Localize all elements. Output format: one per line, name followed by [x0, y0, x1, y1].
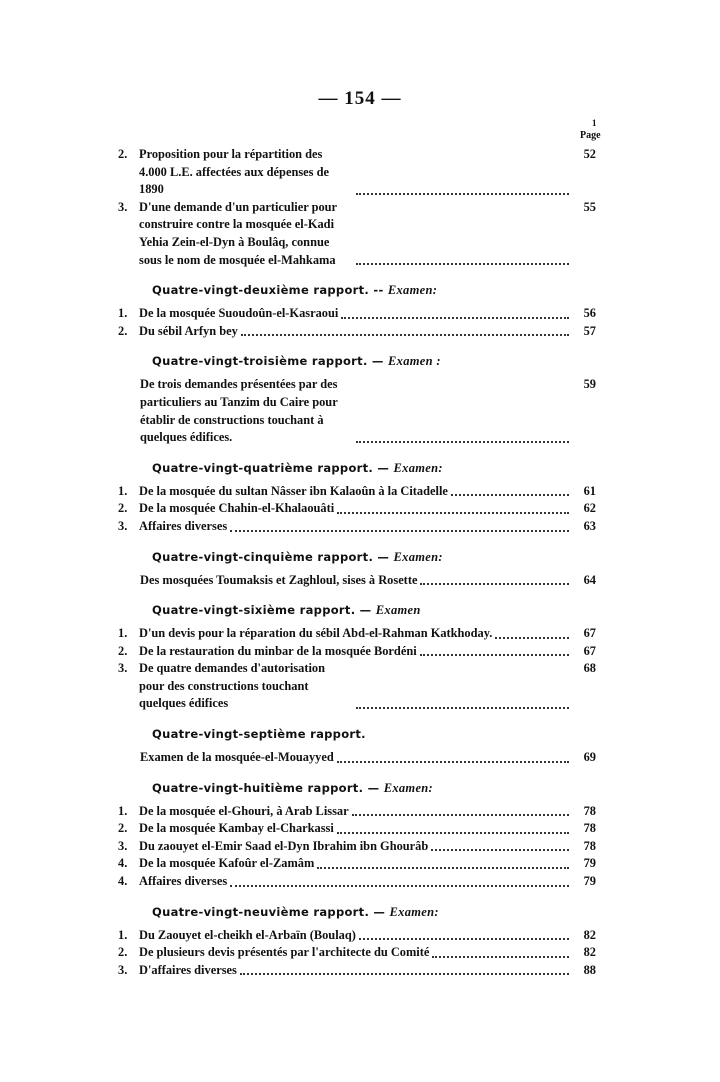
entry-number: 4. [118, 856, 128, 871]
dot-leader [230, 530, 569, 532]
dot-leader [337, 761, 569, 763]
section-heading [152, 459, 596, 477]
entry-number: 1. [118, 306, 128, 321]
toc-section [118, 725, 596, 767]
entry-page-number: 61 [583, 483, 596, 498]
entry-number: 3. [118, 199, 128, 214]
dot-leader [356, 193, 570, 195]
section-title: Quatre-vingt-neuvième rapport. — [152, 904, 390, 919]
entry-page-number: 63 [583, 518, 596, 533]
entry-number: 3. [118, 838, 128, 853]
toc-entry [118, 376, 596, 446]
section-examen-label: Examen : [388, 354, 441, 369]
section-title: Quatre-vingt-deuxième rapport. -- [152, 283, 388, 298]
toc-entry [118, 483, 596, 501]
section-examen-label: Examen: [393, 460, 443, 475]
toc-entry [118, 660, 596, 713]
dot-leader [431, 849, 569, 851]
entry-page-number: 62 [583, 501, 596, 516]
toc-entry [118, 305, 596, 323]
entry-page-number: 78 [583, 803, 596, 818]
entry-page-number: 82 [583, 927, 596, 942]
toc-entry [118, 873, 596, 891]
section-title: Quatre-vingt-cinquième rapport. — [152, 549, 394, 564]
dot-leader [356, 441, 569, 443]
entry-page-number: 68 [583, 661, 596, 676]
corner-mark: 1 [592, 118, 597, 128]
entry-page-number: 56 [583, 306, 596, 321]
entry-text: De la mosquée Suoudoûn-el-Kasraoui [139, 306, 339, 321]
toc-section [118, 779, 596, 891]
dot-leader [356, 707, 570, 709]
dot-leader [359, 938, 569, 940]
entry-page-number: 64 [583, 572, 596, 587]
entry-number: 2. [118, 821, 128, 836]
section-examen-label: Examen [375, 603, 421, 618]
toc-section [118, 352, 596, 446]
section-heading [152, 281, 596, 299]
section-heading [152, 548, 596, 566]
entry-text: De plusieurs devis présentés par l'architecte du Comité [139, 945, 430, 960]
section-examen-label: Examen: [387, 283, 438, 298]
page-number: — 154 — [318, 88, 402, 109]
entry-text: De quatre demandes d'autorisation pour des constructions touchant quelques édifices [139, 661, 325, 711]
entry-text: De la mosquée Kafoûr el-Zamâm [139, 856, 315, 871]
dot-leader [341, 317, 569, 319]
entry-text: De la mosquée du sultan Nâsser ibn Kalaoûn à la Citadelle [139, 483, 448, 498]
toc-entry [118, 625, 596, 643]
section-heading [152, 779, 596, 797]
entry-page-number: 78 [583, 821, 596, 836]
dot-leader [432, 956, 569, 958]
entry-text: Du zaouyet el-Emir Saad el-Dyn Ibrahim ibn Ghourâb [139, 838, 429, 853]
dot-leader [240, 973, 569, 975]
table-of-contents [118, 146, 596, 979]
entry-page-number: 55 [583, 199, 596, 214]
entry-page-number: 69 [583, 750, 596, 765]
entry-number: 4. [118, 874, 128, 889]
entry-page-number: 57 [583, 323, 596, 338]
entry-text: D'une demande d'un particulier pour construire contre la mosquée el-Kadi Yehia Zein-el-Dyn à Boulâq, connue sous le nom de mosquée el-Mahkama [139, 199, 337, 267]
section-title: Quatre-vingt-quatrième rapport. — [152, 460, 394, 475]
toc-entry [118, 199, 596, 269]
toc-entry [118, 855, 596, 873]
toc-entry [118, 572, 596, 590]
entry-text: De la mosquée Kambay el-Charkassi [139, 821, 334, 836]
page-column-label: Page [580, 130, 601, 141]
toc-entry [118, 838, 596, 856]
section-examen-label: Examen: [393, 549, 443, 564]
entry-number: 1. [118, 626, 128, 641]
entry-page-number: 52 [583, 147, 596, 161]
section-title: Quatre-vingt-huitième rapport. — [152, 780, 384, 795]
entry-text: Examen de la mosquée-el-Mouayyed [140, 750, 334, 765]
dot-leader [352, 814, 569, 816]
dot-leader [495, 637, 569, 639]
entry-page-number: 82 [583, 945, 596, 960]
entry-page-number: 67 [583, 626, 596, 641]
section-heading [152, 352, 596, 370]
toc-section [118, 281, 596, 340]
toc-entry [118, 820, 596, 838]
toc-entry [118, 962, 596, 980]
entry-number: 3. [118, 661, 128, 676]
entry-text: De la restauration du minbar de la mosquée Bordéni [139, 643, 417, 658]
dot-leader [317, 867, 569, 869]
entry-page-number: 78 [583, 838, 596, 853]
dot-leader [420, 654, 569, 656]
toc-entry [118, 518, 596, 536]
entry-number: 2. [118, 945, 128, 960]
dot-leader [420, 583, 569, 585]
toc-entry [118, 803, 596, 821]
dot-leader [451, 494, 569, 496]
entry-text: Du sébil Arfyn bey [139, 323, 238, 338]
dot-leader [337, 512, 569, 514]
entry-text: D'un devis pour la réparation du sébil Abd-el-Rahman Katkhoday. [139, 626, 493, 641]
entry-text: De la mosquée el-Ghouri, à Arab Lissar [139, 803, 349, 818]
entry-number: 1. [118, 803, 128, 818]
entry-number: 2. [118, 323, 128, 338]
toc-section [118, 903, 596, 980]
entry-text: De trois demandes présentées par des particuliers au Tanzim du Caire pour établir de constructions touchant à quelques édifices. [140, 377, 338, 445]
toc-section [118, 459, 596, 536]
entry-number: 1. [118, 483, 128, 498]
section-heading [152, 601, 596, 619]
entry-number: 2. [118, 643, 128, 658]
section-title: Quatre-vingt-troisième rapport. — [152, 354, 389, 369]
entry-page-number: 88 [583, 962, 596, 977]
entry-text: Des mosquées Toumaksis et Zaghloul, sises à Rosette [140, 572, 418, 587]
section-examen-label: Examen: [389, 904, 439, 919]
toc-entry [118, 944, 596, 962]
dot-leader [337, 832, 569, 834]
section-examen-label: Examen: [383, 780, 434, 795]
entry-number: 2. [118, 147, 128, 161]
dot-leader [230, 885, 569, 887]
toc-entry [118, 643, 596, 661]
entry-page-number: 79 [583, 874, 596, 889]
section-title: Quatre-vingt-sixième rapport. — [152, 603, 376, 618]
toc-entry [118, 500, 596, 518]
entry-page-number: 67 [583, 643, 596, 658]
toc-entry [118, 323, 596, 341]
entry-number: 1. [118, 927, 128, 942]
entry-number: 2. [118, 501, 128, 516]
dot-leader [356, 263, 570, 265]
entry-text: Affaires diverses [139, 874, 228, 889]
dot-leader [241, 334, 569, 336]
entry-number: 3. [118, 518, 128, 533]
entry-text: Proposition pour la répartition des 4.000 L.E. affectées aux dépenses de 1890 [139, 147, 329, 197]
entry-page-number: 79 [583, 856, 596, 871]
toc-entry [118, 927, 596, 945]
entry-page-number: 59 [583, 377, 596, 392]
entry-text: Affaires diverses [139, 518, 228, 533]
entry-text: Du Zaouyet el-cheikh el-Arbaïn (Boulaq) [139, 927, 356, 942]
section-heading [152, 903, 596, 921]
toc-section [118, 601, 596, 713]
entry-text: D'affaires diverses [139, 962, 237, 977]
entry-number: 3. [118, 962, 128, 977]
toc-entry [118, 146, 596, 199]
section-title: Quatre-vingt-septième rapport. [152, 727, 366, 742]
toc-section [118, 146, 596, 269]
toc-entry [118, 749, 596, 767]
toc-section [118, 548, 596, 590]
section-heading [152, 725, 596, 743]
entry-text: De la mosquée Chahin-el-Khalaouâti [139, 501, 335, 516]
